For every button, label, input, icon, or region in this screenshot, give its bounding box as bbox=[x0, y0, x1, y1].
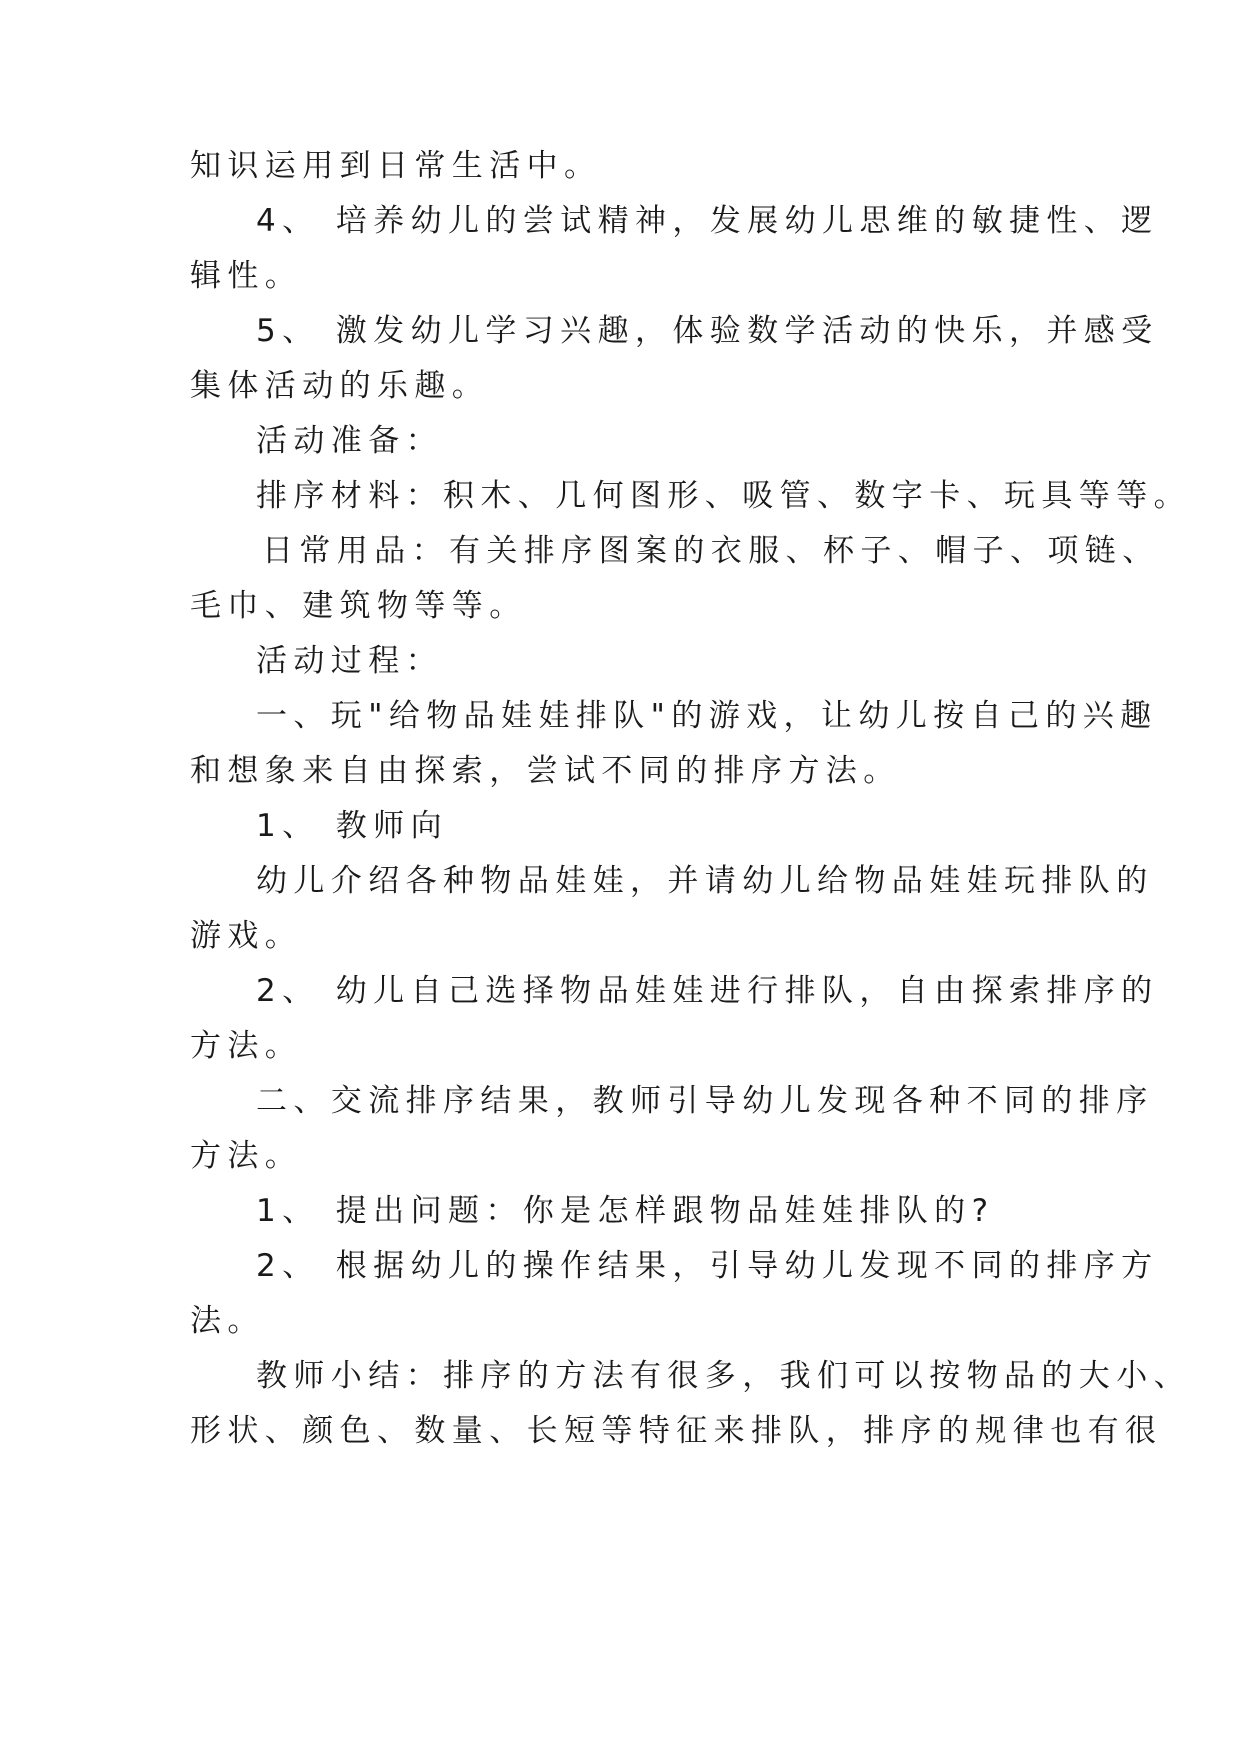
text-line: 集体活动的乐趣。 bbox=[190, 368, 490, 404]
text-line: 教师小结：排序的方法有很多，我们可以按物品的大小、 bbox=[256, 1358, 1191, 1394]
text-line: 方法。 bbox=[190, 1138, 303, 1174]
text-line: 游戏。 bbox=[190, 918, 303, 954]
text-line: 形状、颜色、数量、长短等特征来排队，排序的规律也有很 bbox=[190, 1413, 1163, 1449]
text-line: 一、玩"给物品娃娃排队"的游戏，让幼儿按自己的兴趣 bbox=[256, 698, 1158, 734]
text-line: 辑性。 bbox=[190, 258, 303, 294]
text-line: 知识运用到日常生活中。 bbox=[190, 148, 602, 184]
text-line: 5、 激发幼儿学习兴趣，体验数学活动的快乐，并感受 bbox=[256, 313, 1159, 349]
text-line: 毛巾、建筑物等等。 bbox=[190, 588, 527, 624]
text-line: 幼儿介绍各种物品娃娃，并请幼儿给物品娃娃玩排队的 bbox=[256, 863, 1154, 899]
text-line: 法。 bbox=[190, 1303, 265, 1339]
text-line: 二、交流排序结果，教师引导幼儿发现各种不同的排序 bbox=[256, 1083, 1154, 1119]
section-heading: 活动准备： bbox=[256, 423, 443, 459]
text-line: 和想象来自由探索，尝试不同的排序方法。 bbox=[190, 753, 901, 789]
text-line: 1、 提出问题：你是怎样跟物品娃娃排队的? bbox=[256, 1193, 995, 1229]
section-heading: 活动过程： bbox=[256, 643, 443, 679]
text-line: 2、 幼儿自己选择物品娃娃进行排队，自由探索排序的 bbox=[256, 973, 1159, 1009]
text-line: 方法。 bbox=[190, 1028, 303, 1064]
text-line: 日常用品：有关排序图案的衣服、杯子、帽子、项链、 bbox=[262, 533, 1160, 569]
text-line: 排序材料：积木、几何图形、吸管、数字卡、玩具等等。 bbox=[256, 478, 1191, 514]
text-line: 2、 根据幼儿的操作结果，引导幼儿发现不同的排序方 bbox=[256, 1248, 1159, 1284]
text-line: 1、 教师向 bbox=[256, 808, 448, 844]
text-line: 4、 培养幼儿的尝试精神，发展幼儿思维的敏捷性、逻 bbox=[256, 203, 1159, 239]
